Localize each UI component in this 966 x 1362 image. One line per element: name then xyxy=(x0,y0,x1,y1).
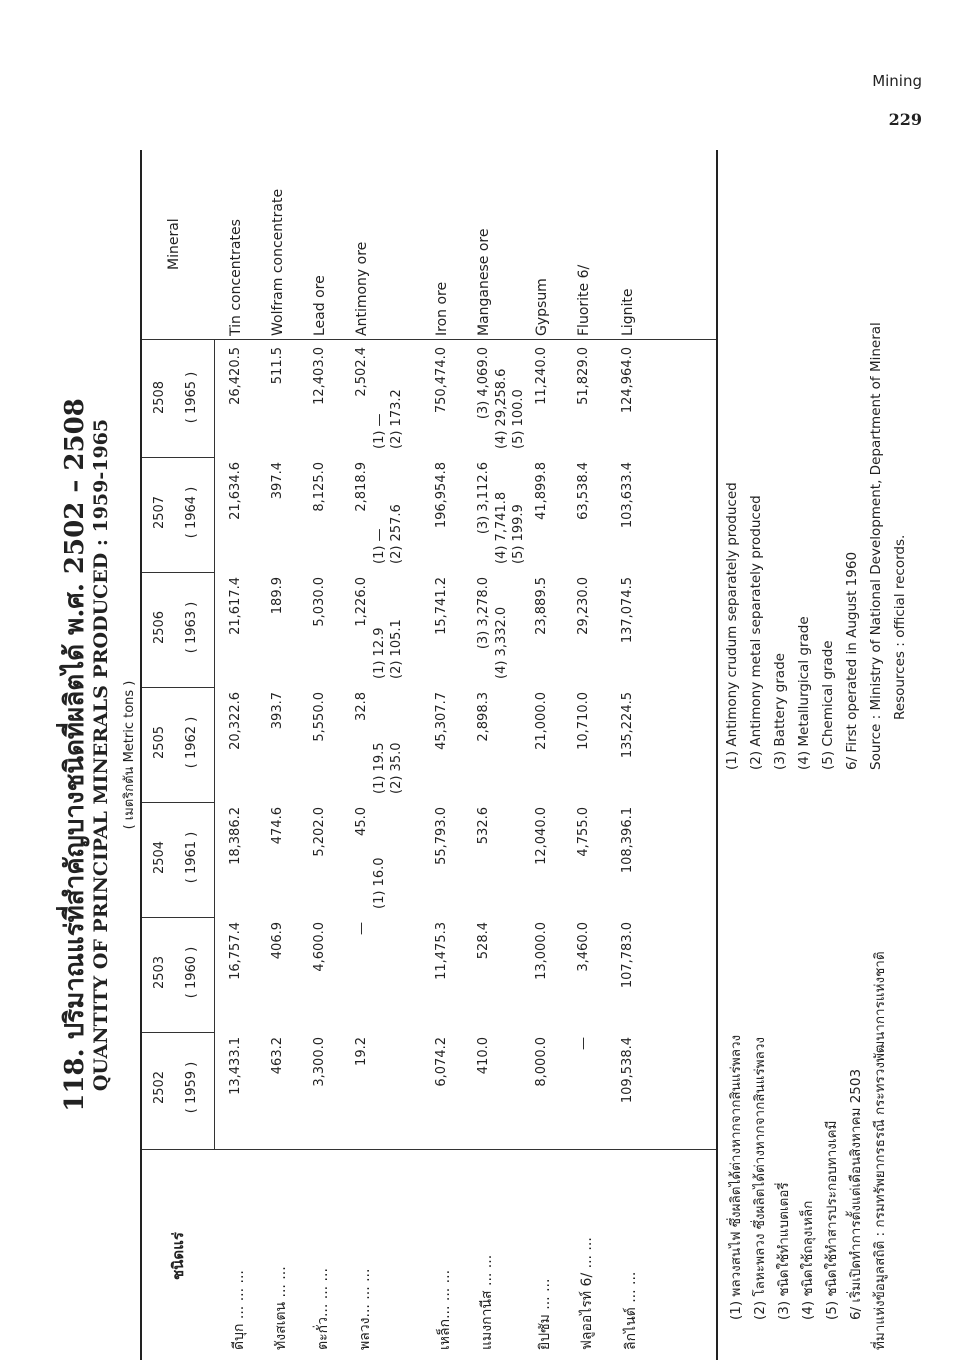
footnote-english: (5) Chemical grade xyxy=(820,640,836,770)
footnote-thai: (2) โลหะพลวง ซึ่งผลิตได้ต่างหากจากสินแร่พลวง xyxy=(752,1036,768,1320)
table-cell: 196,954.8 xyxy=(434,462,449,529)
row-label-english: Manganese ore xyxy=(476,228,492,336)
year-be-header: 2508 xyxy=(152,380,167,415)
year-be-header: 2506 xyxy=(152,610,167,645)
table-cell: (3) 3,278.0 xyxy=(476,577,491,650)
table-cell: 21,617.4 xyxy=(228,577,243,635)
table-bottom-rule xyxy=(716,150,718,1360)
table-cell: 21,634.6 xyxy=(228,462,243,520)
table-cell: 13,433.1 xyxy=(228,1037,243,1095)
row-label-thai: ฟลูออไรท์ 6/ ... ... xyxy=(579,1237,595,1350)
table-subcell: (5) 199.9 xyxy=(511,504,526,564)
row-label-english: Fluorite 6/ xyxy=(576,264,592,336)
table-cell: 8,125.0 xyxy=(312,462,327,512)
table-subcell: (4) 7,741.8 xyxy=(494,491,509,564)
table-cell: 397.4 xyxy=(270,462,285,500)
table-cell: 15,741.2 xyxy=(434,577,449,635)
header-rule xyxy=(214,340,215,1150)
row-label-thai: แมงกานีส ... ... xyxy=(479,1254,495,1350)
table-cell: 11,475.3 xyxy=(434,922,449,980)
footnote-english: (2) Antimony metal separately produced xyxy=(748,495,764,770)
table-cell: 103,633.4 xyxy=(620,462,635,529)
row-label-english: Tin concentrates xyxy=(228,219,244,336)
table-cell: 45.0 xyxy=(354,807,369,836)
row-label-thai: ตะกั่ว... ... ... xyxy=(315,1268,331,1350)
table-subcell: (2) 173.2 xyxy=(389,389,404,449)
page-number: 229 xyxy=(888,110,922,129)
footnote-english: Resources : official records. xyxy=(892,534,908,720)
table-cell: 12,040.0 xyxy=(534,807,549,865)
footnote-english: (3) Battery grade xyxy=(772,653,788,770)
footnote-english: Source : Ministry of National Development, Department of Mineral xyxy=(868,322,884,770)
row-label-english: Lignite xyxy=(620,288,636,336)
table-cell: 41,899.8 xyxy=(534,462,549,520)
english-column-header: Mineral xyxy=(166,218,182,270)
footnote-english: (4) Metallurgical grade xyxy=(796,616,812,770)
table-cell: 19.2 xyxy=(354,1037,369,1066)
table-cell: 51,829.0 xyxy=(576,347,591,405)
year-be-header: 2507 xyxy=(152,495,167,530)
table-cell: — xyxy=(354,922,369,935)
year-ad-header: ( 1959 ) xyxy=(184,1061,199,1114)
table-subcell: (4) 3,332.0 xyxy=(494,606,509,679)
table-cell: 2,818.9 xyxy=(354,462,369,512)
table-cell: 8,000.0 xyxy=(534,1037,549,1087)
table-cell: 189.9 xyxy=(270,577,285,615)
footnote-english: (1) Antimony crudum separately produced xyxy=(724,482,740,770)
table-cell: 45,307.7 xyxy=(434,692,449,750)
year-be-header: 2502 xyxy=(152,1070,167,1105)
table-cell: 124,964.0 xyxy=(620,347,635,414)
table-subcell: (2) 257.6 xyxy=(389,504,404,564)
table-cell: 55,793.0 xyxy=(434,807,449,865)
table-cell: 23,889.5 xyxy=(534,577,549,635)
year-be-header: 2504 xyxy=(152,840,167,875)
table-cell: 4,755.0 xyxy=(576,807,591,857)
table-cell: 26,420.5 xyxy=(228,347,243,405)
table-cell: 4,600.0 xyxy=(312,922,327,972)
table-cell: 11,240.0 xyxy=(534,347,549,405)
footnote-thai: (5) ชนิดใช้ทำสารประกอบทางเคมี xyxy=(824,1120,840,1320)
year-ad-header: ( 1960 ) xyxy=(184,946,199,999)
units-label: ( เมตริกตัน Metric tons ) xyxy=(122,680,137,830)
row-label-thai: เหล็ก... ... ... xyxy=(437,1269,453,1350)
table-cell: 16,757.4 xyxy=(228,922,243,980)
footnote-thai: ที่มาแห่งข้อมูลสถิติ : กรมทรัพยากรธรณี กระทรวงพัฒนาการแห่งชาติ xyxy=(872,951,888,1350)
table-top-rule xyxy=(140,150,142,1360)
year-ad-header: ( 1961 ) xyxy=(184,831,199,884)
table-cell: 406.9 xyxy=(270,922,285,960)
table-cell: 13,000.0 xyxy=(534,922,549,980)
table-cell: 135,224.5 xyxy=(620,692,635,759)
year-ad-header: ( 1963 ) xyxy=(184,601,199,654)
table-cell: 5,030.0 xyxy=(312,577,327,627)
footnote-thai: (4) ชนิดใช้ถลุงเหล็ก xyxy=(800,1200,816,1320)
table-cell: 107,783.0 xyxy=(620,922,635,989)
year-be-header: 2505 xyxy=(152,725,167,760)
section-label: Mining xyxy=(872,72,922,90)
year-ad-header: ( 1965 ) xyxy=(184,371,199,424)
table-cell: 1,226.0 xyxy=(354,577,369,627)
footnote-thai: 6/ เริ่มเปิดทำการตั้งแต่เดือนสิงหาคม 2503 xyxy=(848,1068,864,1320)
column-separator xyxy=(142,339,716,340)
table-cell: (3) 4,069.0 xyxy=(476,347,491,420)
table-cell: 5,550.0 xyxy=(312,692,327,742)
table-cell: 63,538.4 xyxy=(576,462,591,520)
row-label-thai: พลวง... ... ... xyxy=(357,1268,373,1350)
table-subcell: (4) 29,258.6 xyxy=(494,368,509,449)
table-cell: 109,538.4 xyxy=(620,1037,635,1104)
table-cell: 410.0 xyxy=(476,1037,491,1075)
footnote-thai: (1) พลวงสนไฟ ซึ่งผลิตได้ต่างหากจากสินแร่พลวง xyxy=(728,1034,744,1320)
table-cell: 21,000.0 xyxy=(534,692,549,750)
row-label-english: Antimony ore xyxy=(354,241,370,336)
table-cell: 137,074.5 xyxy=(620,577,635,644)
table-cell: 32.8 xyxy=(354,692,369,721)
footnote-thai: (3) ชนิดใช้ทำแบตเตอรี่ xyxy=(776,1182,792,1320)
table-subcell: (1) 19.5 xyxy=(372,742,387,794)
row-label-thai: ลิกไนต์ ... ... xyxy=(623,1271,639,1350)
table-cell: 29,230.0 xyxy=(576,577,591,635)
row-label-english: Lead ore xyxy=(312,275,328,336)
table-cell: 6,074.2 xyxy=(434,1037,449,1087)
row-label-thai: ยิปซัม ... ... xyxy=(537,1278,553,1350)
table-cell: 532.6 xyxy=(476,807,491,845)
row-label-english: Gypsum xyxy=(534,278,550,336)
table-cell: 108,396.1 xyxy=(620,807,635,874)
table-subcell: (1) — xyxy=(372,413,387,449)
table-cell: 20,322.6 xyxy=(228,692,243,750)
thai-column-header: ชนิดแร่ xyxy=(169,1232,187,1280)
table-subcell: (1) 16.0 xyxy=(372,857,387,909)
table-cell: 10,710.0 xyxy=(576,692,591,750)
row-label-thai: ดีบุก ... ... ... xyxy=(231,1270,247,1350)
table-cell: (3) 3,112.6 xyxy=(476,462,491,535)
year-ad-header: ( 1964 ) xyxy=(184,486,199,539)
table-subcell: (1) 12.9 xyxy=(372,627,387,679)
table-cell: 393.7 xyxy=(270,692,285,730)
year-ad-header: ( 1962 ) xyxy=(184,716,199,769)
table-subcell: (1) — xyxy=(372,528,387,564)
table-cell: 2,502.4 xyxy=(354,347,369,397)
table-cell: 18,386.2 xyxy=(228,807,243,865)
table-cell: 3,460.0 xyxy=(576,922,591,972)
table-cell: 528.4 xyxy=(476,922,491,960)
table-cell: 463.2 xyxy=(270,1037,285,1075)
rotated-table-page xyxy=(48,150,948,1360)
row-label-english: Wolfram concentrate xyxy=(270,188,286,336)
footnote-english: 6/ First operated in August 1960 xyxy=(844,551,860,770)
title-english: QUANTITY OF PRINCIPAL MINERALS PRODUCED : 1959-1965 xyxy=(90,418,112,1092)
title-thai: 118. ปริมาณแร่ที่สำคัญบางชนิดที่ผลิตได้ พ.ศ. 2502 – 2508 xyxy=(60,398,90,1112)
table-subcell: (5) 100.0 xyxy=(511,389,526,449)
table-subcell: (2) 105.1 xyxy=(389,619,404,679)
year-be-header: 2503 xyxy=(152,955,167,990)
table-subcell: (2) 35.0 xyxy=(389,742,404,794)
table-cell: 5,202.0 xyxy=(312,807,327,857)
table-cell: 511.5 xyxy=(270,347,285,385)
row-label-english: Iron ore xyxy=(434,281,450,336)
table-cell: 12,403.0 xyxy=(312,347,327,405)
row-label-thai: ทังสเตน ... ... xyxy=(273,1266,289,1350)
table-cell: 3,300.0 xyxy=(312,1037,327,1087)
table-cell: 750,474.0 xyxy=(434,347,449,414)
table-cell: — xyxy=(576,1037,591,1050)
table-cell: 474.6 xyxy=(270,807,285,845)
table-cell: 2,898.3 xyxy=(476,692,491,742)
